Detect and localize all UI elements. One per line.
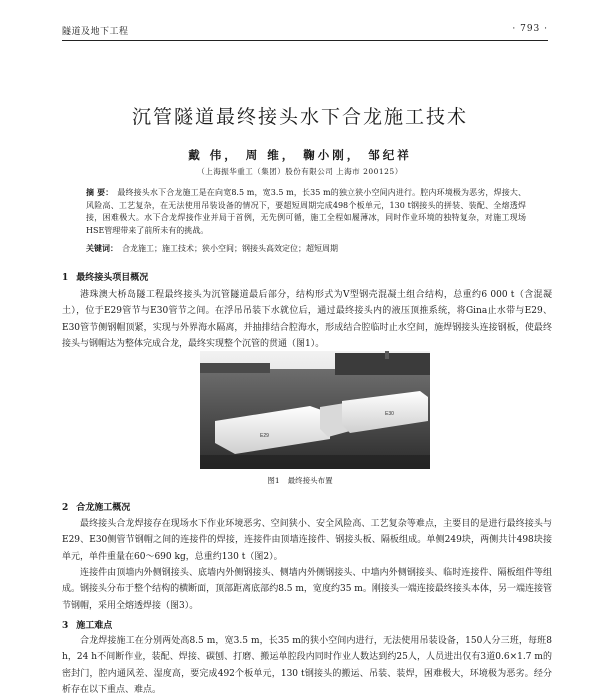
section-title: 最终接头项目概况 — [76, 273, 149, 283]
page-number: · 793 · — [512, 24, 548, 34]
section-2-paragraph-2: 连接件由顶墙内外侧钢接头、底墙内外侧钢接头、侧墙内外侧钢接头、中墙内外侧钢接头、临时连接件、隔板组件等组成。钢接头分布于整个结构的横断面，顶部距离底部约8.5 m，宽度约35 m。刚接头一端连接最终接头本体，另一端连接管节钢帽，采用全熔透焊接（图3）。 — [62, 568, 552, 611]
abstract-text: 最终接头水下合龙施工是在向宽8.5 m，宽3.5 m，长35 m的独立狭小空间内进行。腔内环境极为恶劣，焊接大、风险高、工艺复杂，在无法使用吊装设备的情况下，要超短周期完成498个板单元，130 t钢接头的拼装、装配、全熔透焊接，困难极大。水下合龙焊接作业并局于首例，无先例可循，施工全程如履薄冰，同时作业环境的独特复杂，对施工现场HSE管理带来了前所未有的挑战。 — [86, 188, 526, 235]
section-number: 1 — [62, 273, 69, 283]
section-2-paragraph-1: 最终接头合龙焊接存在现场水下作业环境恶劣、空间狭小、安全风险高、工艺复杂等难点，主要目的是进行最终接头与E29、E30侧管节钢帽之间的连接件的焊接，连接件由顶墙连接件、钢接头板、隔板组成。单侧249块，两侧共计498块接单元，单件重量在60～690 kg，总重约130 t（图2）。 — [62, 519, 552, 562]
section-number: 2 — [62, 503, 69, 513]
section-1-heading — [62, 270, 148, 283]
abstract — [86, 186, 526, 237]
affiliation: （上海振华重工（集团）股份有限公司 上海市 200125） — [197, 167, 403, 176]
seabed-shadow — [200, 455, 430, 469]
section-title: 合龙施工概况 — [76, 503, 131, 513]
abstract-label: 摘 要： — [86, 187, 114, 197]
section-3-heading — [62, 618, 112, 631]
section-number: 3 — [62, 621, 69, 631]
label-e30: E30 — [385, 411, 394, 417]
figure-caption-text: 最终接头布置 — [287, 476, 333, 485]
figure-1-illustration — [200, 351, 430, 469]
crane-vessel — [335, 353, 430, 375]
barge-left — [200, 363, 270, 373]
keywords — [86, 242, 526, 255]
keywords-label: 关键词： — [86, 243, 118, 253]
section-3-paragraph-1: 合龙焊接施工在分别两处高8.5 m，宽3.5 m，长35 m的狭小空间内进行，无法使用吊装设备，150人分三班，每班8 h，24 h不间断作业，装配、焊接、碳刨、打磨、搬运单腔段内同时作业人数达到约25人，人员进出仅有3道0.6×1.7 m的密封门，腔内通风差、湿度高，要完成492个板单元，130 t钢接头的搬运、吊装、装焊，困难极大，环境极为恶劣。经分析存在以下重点、难点。 — [62, 636, 552, 695]
author-list: 戴 伟， 周 维， 鞠小刚， 邹纪祥 — [188, 148, 412, 162]
paper-title: 沉管隧道最终接头水下合龙施工技术 — [131, 106, 468, 128]
label-e29: E29 — [260, 433, 269, 439]
section-1-paragraph-1: 港珠澳大桥岛隧工程最终接头为沉管隧道最后部分，结构形式为V型钢壳混凝土组合结构，总重约6 000 t（含混凝土），位于E29管节与E30管节之间。在浮吊吊装下水就位后，通过最终接头内的液压顶推系统，将Gina止水带与E29、E30管节侧钢帽顶紧，实现与外界海水隔离，并抽排结合腔海水，形成结合腔临时止水空间，施焊钢接头连接钢板，使最终接头与钢帽达为整体完成合龙，最终实现整个沉管的贯通（图1）。 — [62, 290, 552, 349]
figure-label: 图1 — [267, 476, 280, 485]
figure-1 — [200, 351, 430, 469]
crane-boom — [385, 351, 389, 359]
keywords-text: 合龙施工；施工技术；狭小空间；钢接头高效定位；超短周期 — [122, 244, 338, 253]
section-title: 施工难点 — [76, 621, 113, 631]
journal-name: 隧道及地下工程 — [62, 27, 129, 37]
section-2-heading — [62, 500, 130, 513]
figure-1-caption — [0, 475, 600, 486]
running-header — [62, 20, 548, 41]
